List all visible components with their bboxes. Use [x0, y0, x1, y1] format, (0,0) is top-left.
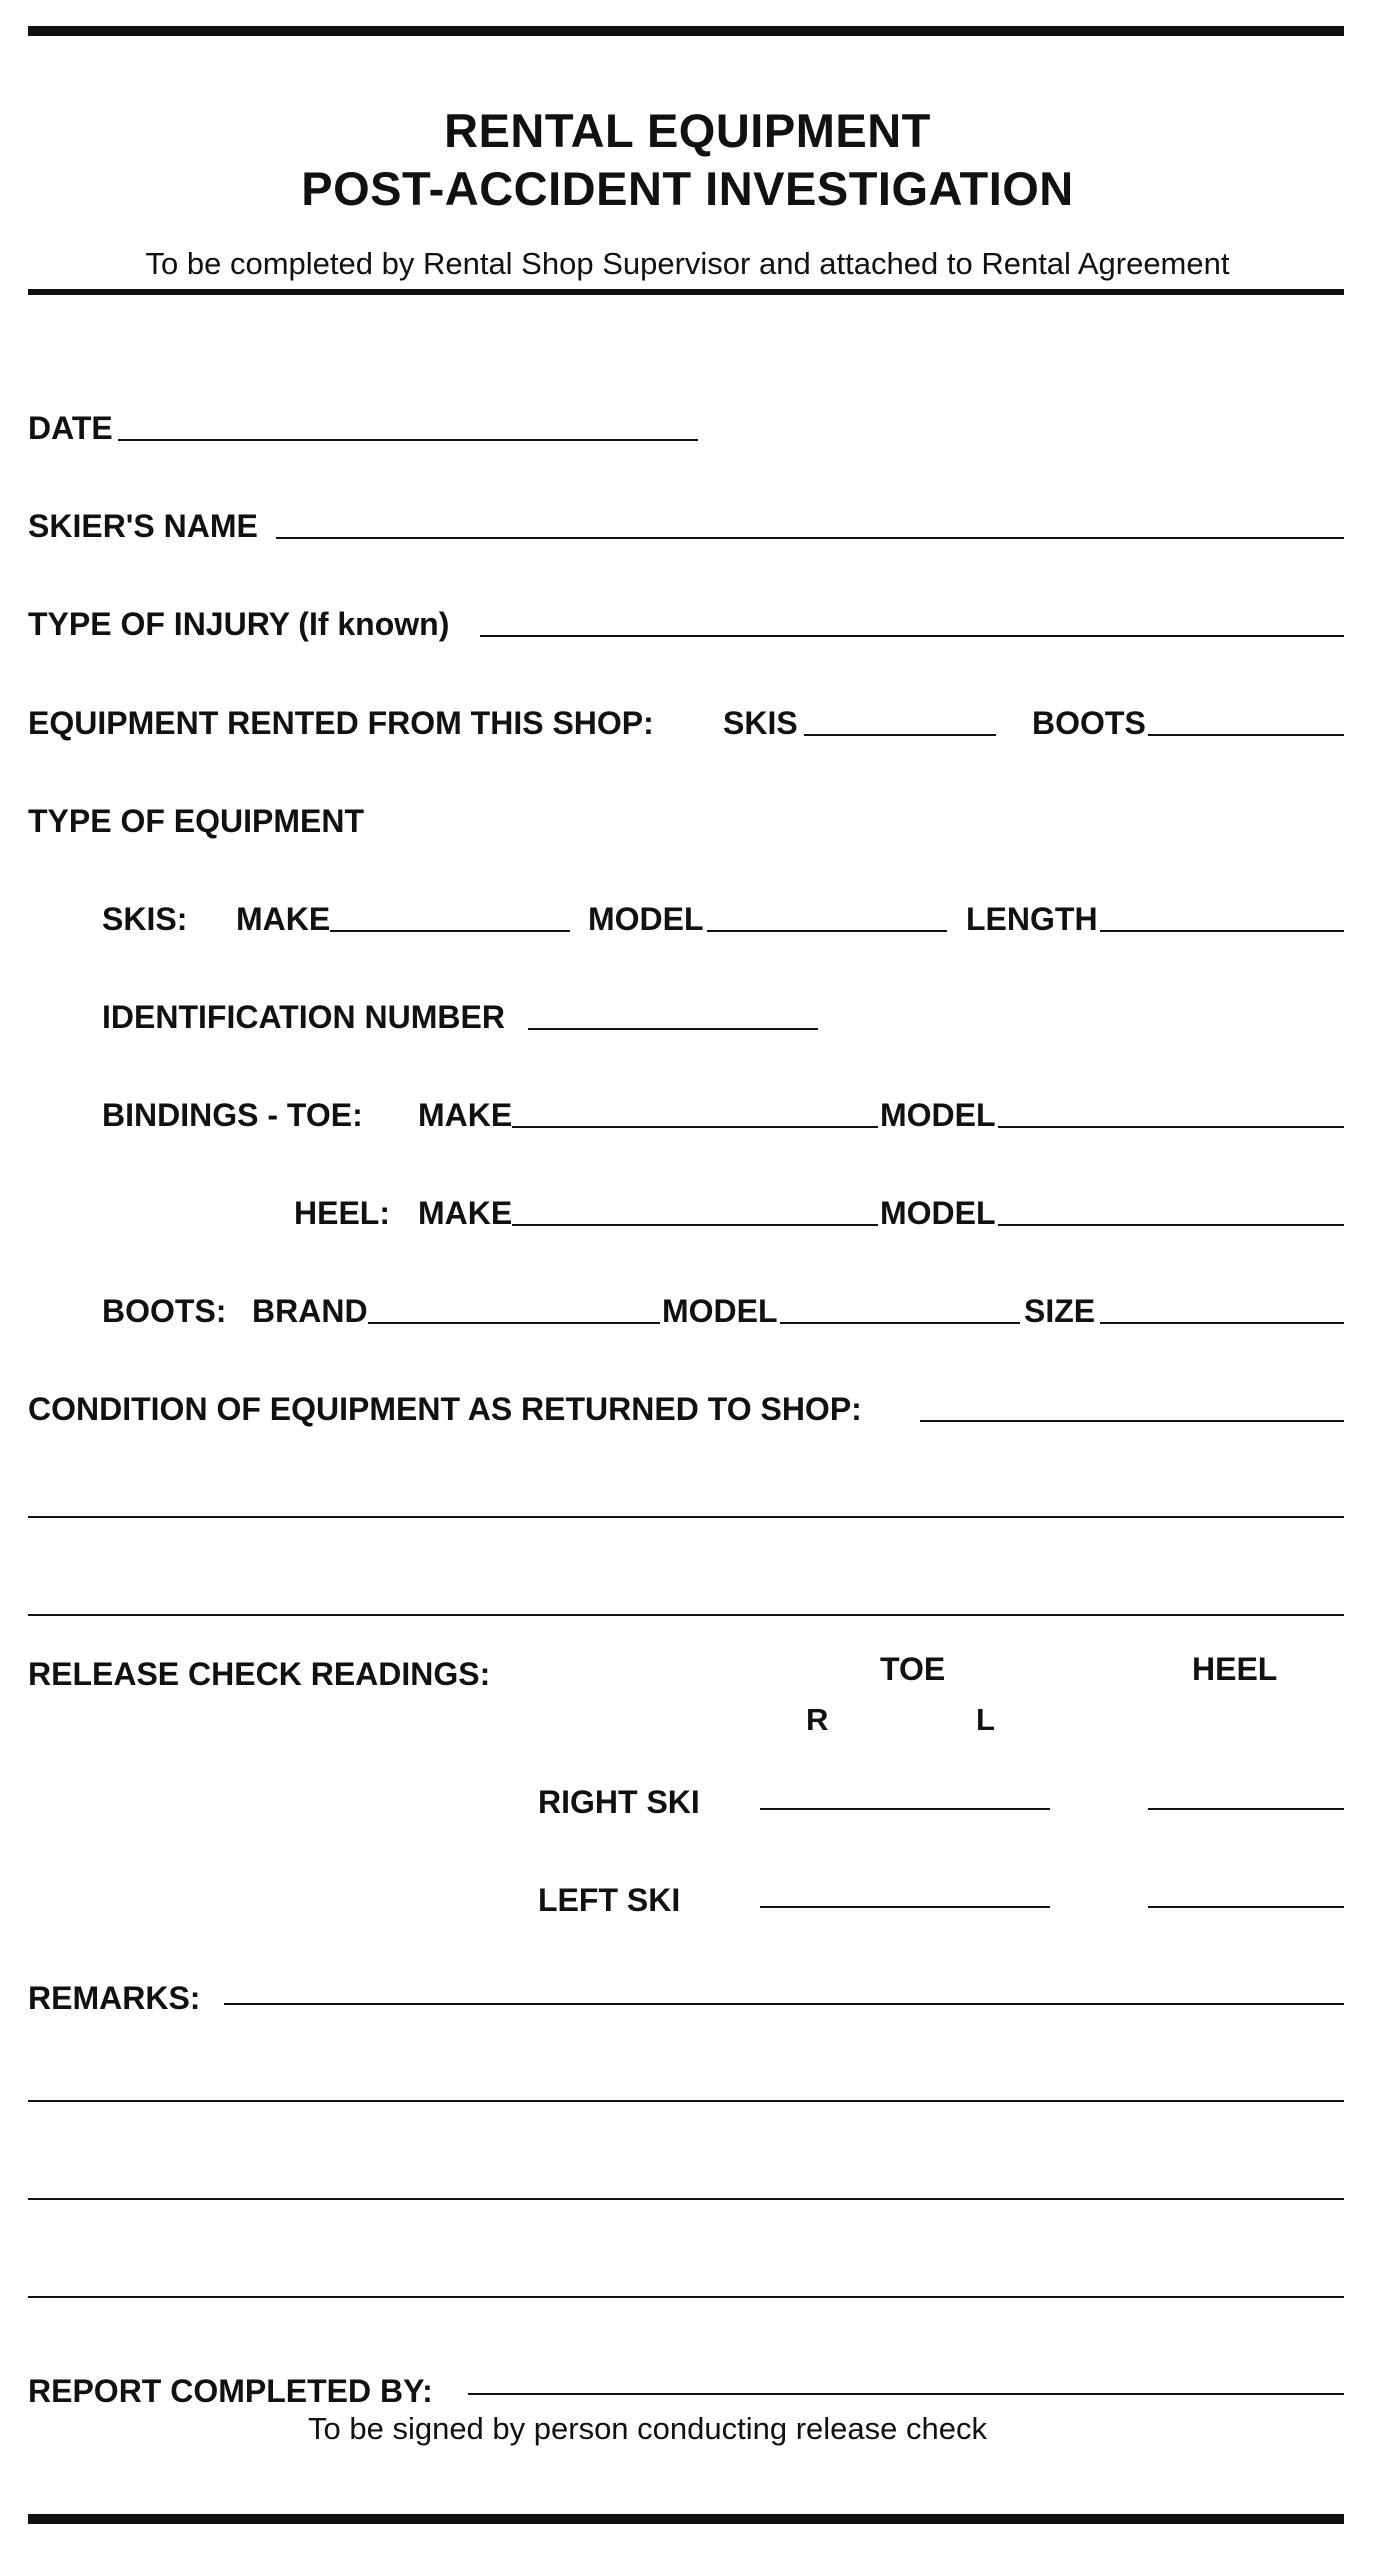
form-title-line1: RENTAL EQUIPMENT: [444, 104, 931, 157]
skis-section-label: SKIS:: [102, 901, 188, 937]
bottom-border-rule: [28, 2514, 1344, 2524]
skis-rented-field[interactable]: [804, 734, 996, 736]
skis-length-field[interactable]: [1100, 930, 1344, 932]
type-of-injury-label: TYPE OF INJURY (If known): [28, 606, 450, 642]
toe-make-label: MAKE: [418, 1097, 513, 1133]
identification-number-label: IDENTIFICATION NUMBER: [102, 999, 505, 1035]
condition-field-line1[interactable]: [920, 1420, 1344, 1422]
skiers-name-label: SKIER'S NAME: [28, 508, 258, 544]
type-of-injury-field[interactable]: [480, 635, 1344, 637]
remarks-field-line3[interactable]: [28, 2198, 1344, 2200]
signature-note: To be signed by person conducting release check: [308, 2411, 987, 2446]
boots-size-label: SIZE: [1024, 1293, 1096, 1329]
condition-field-line3[interactable]: [28, 1614, 1344, 1616]
report-completed-by-label: REPORT COMPLETED BY:: [28, 2373, 433, 2409]
remarks-label: REMARKS:: [28, 1980, 201, 2016]
boots-model-field[interactable]: [780, 1322, 1020, 1324]
bindings-heel-label: HEEL:: [294, 1195, 390, 1231]
toe-model-label: MODEL: [880, 1097, 996, 1133]
toe-make-field[interactable]: [512, 1126, 878, 1128]
condition-field-line2[interactable]: [28, 1516, 1344, 1518]
release-toe-heading: TOE: [880, 1651, 946, 1687]
toe-model-field[interactable]: [998, 1126, 1344, 1128]
skis-make-field[interactable]: [330, 930, 570, 932]
type-of-equipment-heading: TYPE OF EQUIPMENT: [28, 803, 365, 839]
release-heel-heading: HEEL: [1192, 1651, 1278, 1687]
heel-model-label: MODEL: [880, 1195, 996, 1231]
date-label: DATE: [28, 410, 113, 446]
boots-model-label: MODEL: [662, 1293, 778, 1329]
remarks-field-line1[interactable]: [224, 2003, 1344, 2005]
right-ski-toe-field[interactable]: [760, 1808, 1050, 1810]
boots-rented-label: BOOTS: [1032, 705, 1146, 741]
form-subtitle: To be completed by Rental Shop Supervisor and attached to Rental Agreement: [145, 246, 1230, 281]
skis-length-label: LENGTH: [966, 901, 1098, 937]
remarks-field-line4[interactable]: [28, 2296, 1344, 2298]
identification-number-field[interactable]: [528, 1028, 818, 1030]
heel-make-field[interactable]: [512, 1224, 878, 1226]
boots-brand-field[interactable]: [368, 1322, 660, 1324]
signature-field[interactable]: [468, 2393, 1344, 2395]
right-ski-heel-field[interactable]: [1148, 1808, 1344, 1810]
skiers-name-field[interactable]: [276, 537, 1344, 539]
header-divider-rule: [28, 289, 1344, 295]
heel-model-field[interactable]: [998, 1224, 1344, 1226]
equipment-rented-label: EQUIPMENT RENTED FROM THIS SHOP:: [28, 705, 654, 741]
bindings-toe-label: BINDINGS - TOE:: [102, 1097, 363, 1133]
right-ski-label: RIGHT SKI: [538, 1784, 700, 1820]
form-title-line2: POST-ACCIDENT INVESTIGATION: [301, 162, 1074, 215]
top-border-rule: [28, 26, 1344, 36]
skis-rented-label: SKIS: [723, 705, 798, 741]
remarks-field-line2[interactable]: [28, 2100, 1344, 2102]
skis-model-label: MODEL: [588, 901, 704, 937]
date-field[interactable]: [118, 439, 698, 441]
left-ski-heel-field[interactable]: [1148, 1906, 1344, 1908]
skis-make-label: MAKE: [236, 901, 331, 937]
left-ski-toe-field[interactable]: [760, 1906, 1050, 1908]
condition-label: CONDITION OF EQUIPMENT AS RETURNED TO SHOP:: [28, 1391, 862, 1427]
heel-make-label: MAKE: [418, 1195, 513, 1231]
skis-model-field[interactable]: [707, 930, 947, 932]
boots-size-field[interactable]: [1100, 1322, 1344, 1324]
left-ski-label: LEFT SKI: [538, 1882, 681, 1918]
release-check-label: RELEASE CHECK READINGS:: [28, 1656, 491, 1692]
boots-rented-field[interactable]: [1148, 734, 1344, 736]
release-toe-r-heading: R: [806, 1702, 829, 1737]
boots-brand-label: BRAND: [252, 1293, 368, 1329]
boots-section-label: BOOTS:: [102, 1293, 227, 1329]
release-toe-l-heading: L: [976, 1702, 995, 1737]
